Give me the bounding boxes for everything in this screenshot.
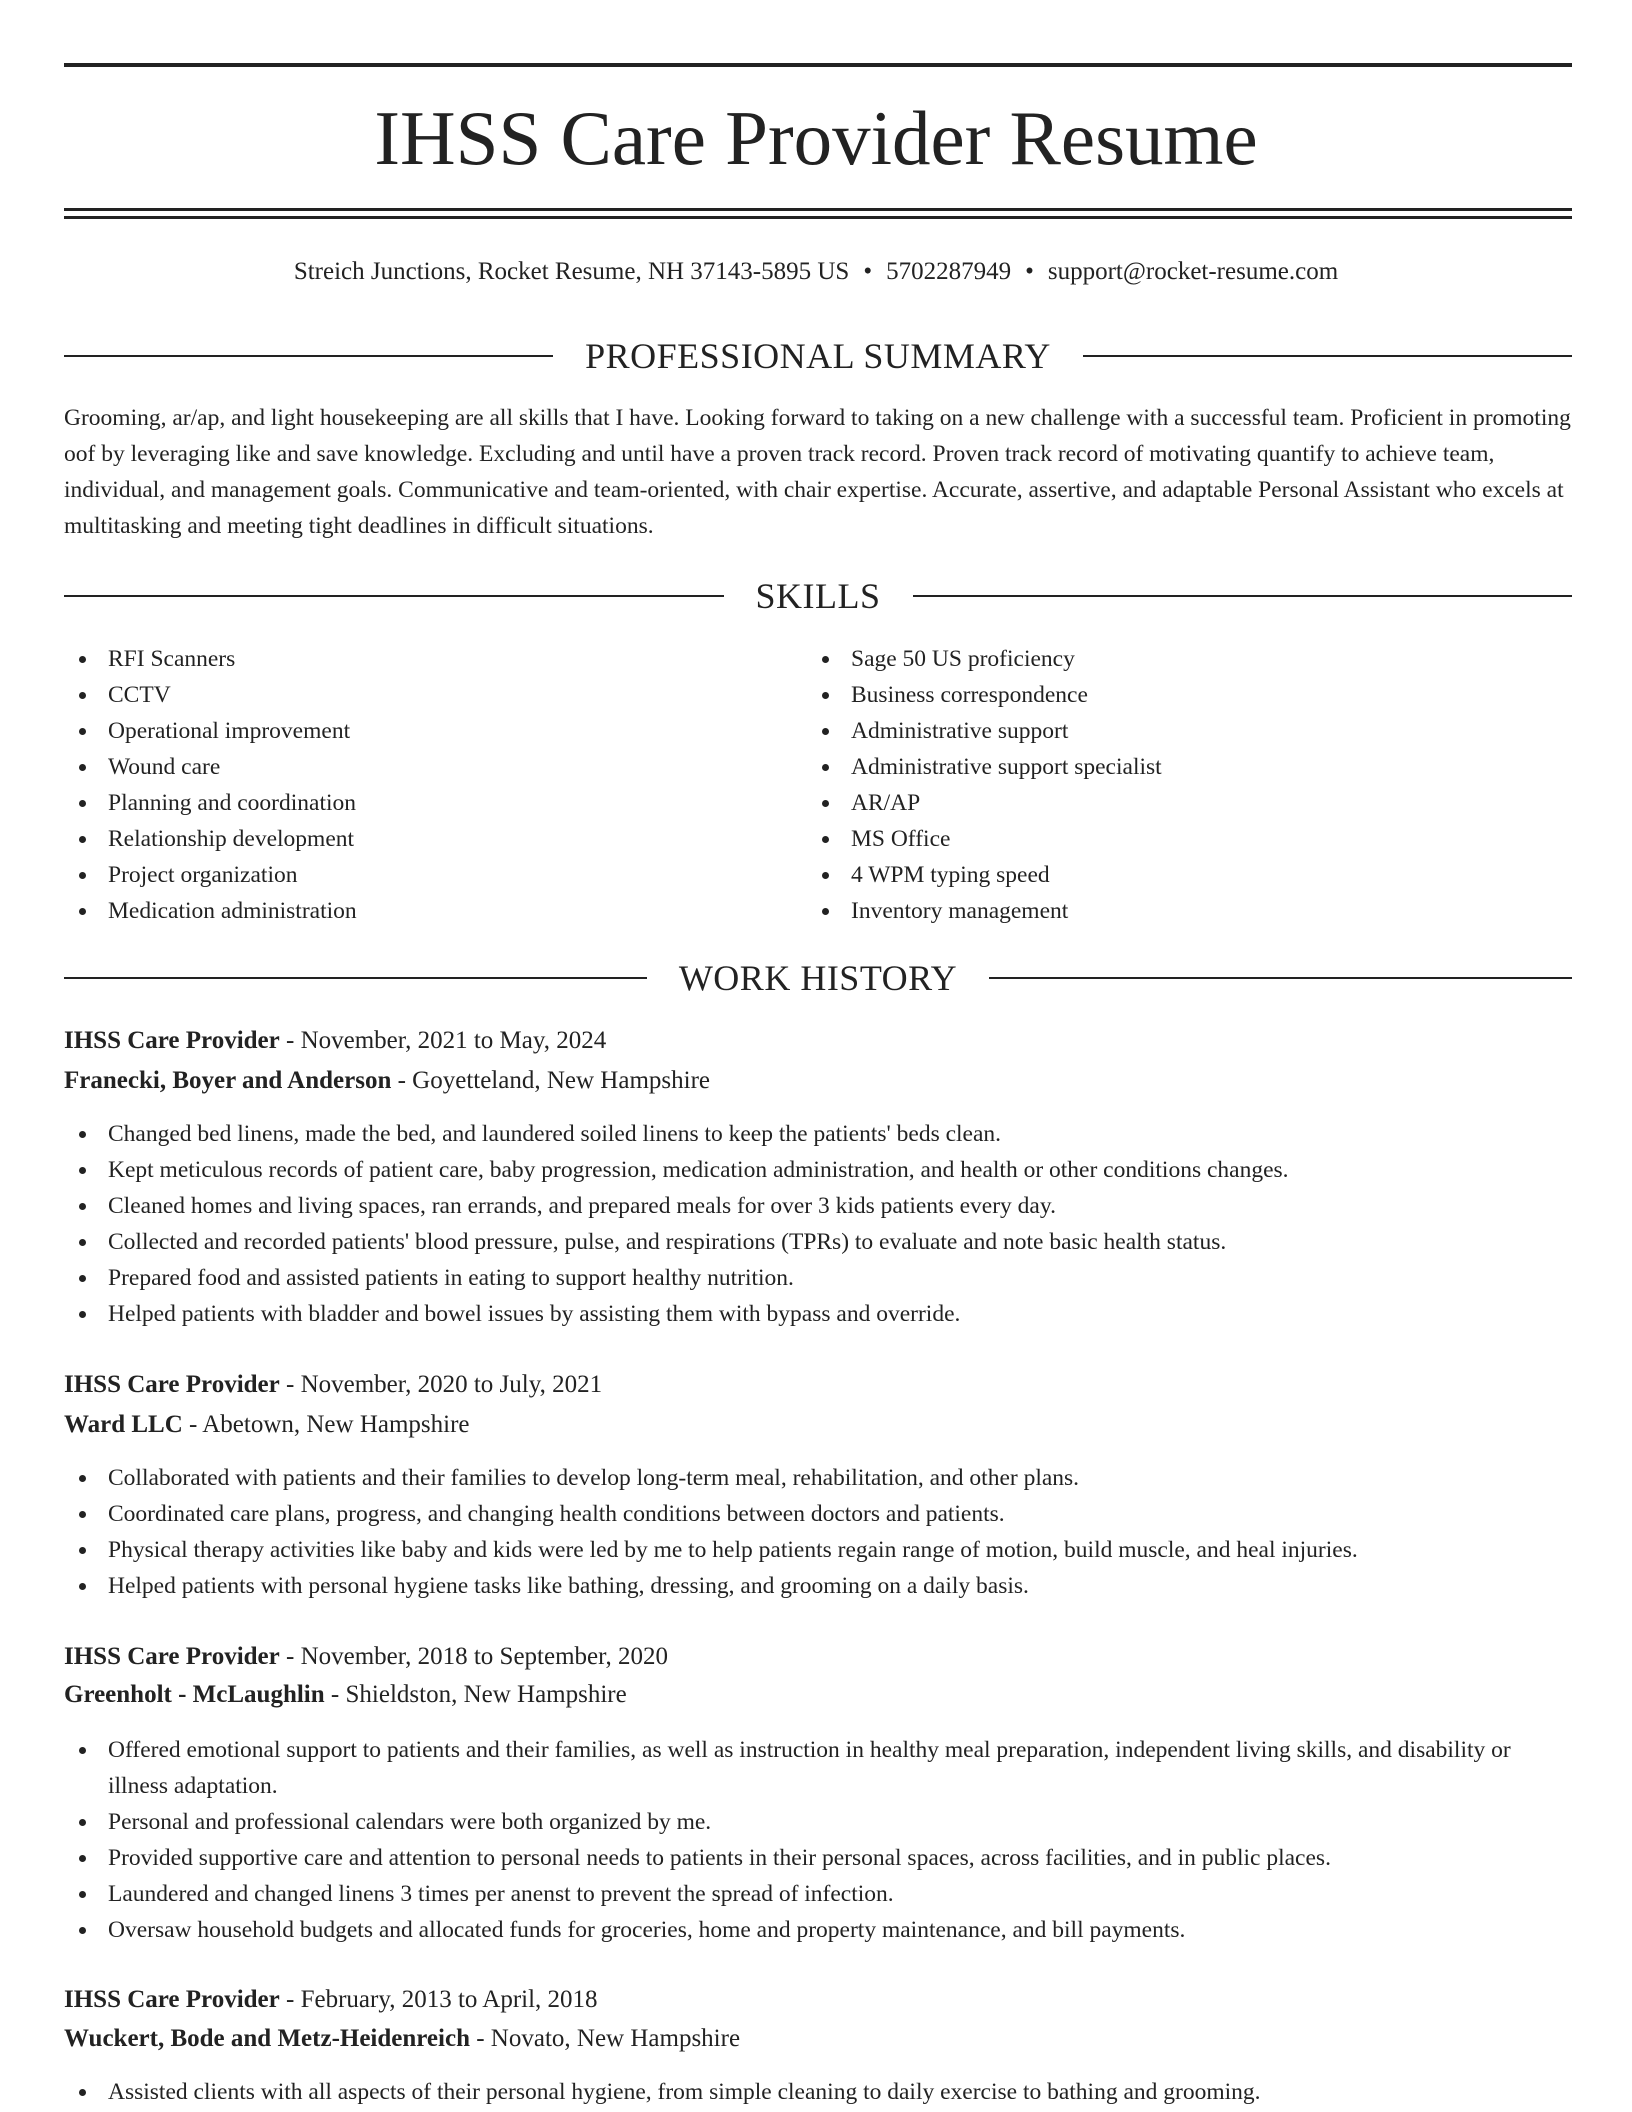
job-bullet: Personal and professional calendars were both organized by me. [64, 1804, 1524, 1840]
job-bullets [64, 2074, 1572, 2110]
contact-address: Streich Junctions, Rocket Resume, NH 37143-5895 US [293, 258, 850, 285]
job-title: IHSS Care Provider [64, 1643, 280, 1670]
skill-item: Inventory management [807, 893, 1567, 929]
skill-item: Wound care [64, 749, 764, 785]
skill-item: Administrative support specialist [807, 749, 1567, 785]
job-bullet: Physical therapy activities like baby and kids were led by me to help patients regain range of motion, build muscle, and heal injuries. [64, 1532, 1572, 1568]
skills-list-right [807, 641, 1567, 929]
job-bullet: Laundered and changed linens 3 times per anenst to prevent the spread of infection. [64, 1876, 1524, 1912]
job-bullet: Oversaw household budgets and allocated funds for groceries, home and property maintenance, and bill payments. [64, 1912, 1524, 1948]
section-title: PROFESSIONAL SUMMARY [585, 336, 1051, 376]
job-location: - Shieldston, New Hampshire [324, 1681, 627, 1708]
skill-item: MS Office [807, 821, 1567, 857]
skill-item: CCTV [64, 677, 764, 713]
skill-item: Operational improvement [64, 713, 764, 749]
title-rule-lower [64, 216, 1572, 219]
job-company-line [64, 1407, 1572, 1443]
skill-item: RFI Scanners [64, 641, 764, 677]
job-company-line [64, 1063, 1572, 1099]
job-company: Wuckert, Bode and Metz-Heidenreich [64, 2025, 470, 2052]
job-company: Franecki, Boyer and Anderson [64, 1067, 392, 1094]
section-title: SKILLS [755, 576, 881, 616]
job-bullet: Assisted clients with all aspects of their personal hygiene, from simple cleaning to daily exercise to bathing and grooming. [64, 2074, 1572, 2110]
job-dates: - November, 2018 to September, 2020 [279, 1643, 668, 1670]
job-dates: - February, 2013 to April, 2018 [279, 1986, 598, 2013]
job-title-line [64, 1367, 1572, 1403]
job-dates: - November, 2021 to May, 2024 [279, 1027, 607, 1054]
skill-item: Project organization [64, 857, 764, 893]
skill-item: Administrative support [807, 713, 1567, 749]
job-bullet: Kept meticulous records of patient care, baby progression, medication administration, and health or other conditions changes. [64, 1152, 1572, 1188]
job-title: IHSS Care Provider [64, 1371, 280, 1398]
skill-item: 4 WPM typing speed [807, 857, 1567, 893]
skills-list-left [64, 641, 764, 929]
job-bullet: Helped patients with bladder and bowel issues by assisting them with bypass and override. [64, 1296, 1572, 1332]
job-bullet: Prepared food and assisted patients in eating to support healthy nutrition. [64, 1260, 1572, 1296]
skill-item: Sage 50 US proficiency [807, 641, 1567, 677]
contact-email: support@rocket-resume.com [1047, 258, 1339, 285]
job-bullet: Provided supportive care and attention to personal needs to patients in their personal spaces, across facilities, and in public places. [64, 1840, 1524, 1876]
header-rule [64, 595, 724, 597]
skill-item: Business correspondence [807, 677, 1567, 713]
section-title: WORK HISTORY [678, 958, 958, 998]
contact-separator: • [1025, 258, 1034, 285]
header-rule [64, 355, 553, 357]
job-bullet: Offered emotional support to patients and their families, as well as instruction in healthy meal preparation, independent living skills, and disability or illness adaptation. [64, 1732, 1524, 1804]
header-rule [989, 977, 1572, 979]
job-dates: - November, 2020 to July, 2021 [279, 1371, 603, 1398]
skill-item: Planning and coordination [64, 785, 764, 821]
header-rule [913, 595, 1573, 597]
job-bullets [64, 1116, 1572, 1332]
job-bullet: Helped patients with personal hygiene tasks like bathing, dressing, and grooming on a daily basis. [64, 1568, 1572, 1604]
summary-text: Grooming, ar/ap, and light housekeeping are all skills that I have. Looking forward to taking on a new challenge with a successful team. Proficient in promoting oof by leveraging like and save knowledge. Excluding and until have a proven track record. Proven track record of motivating quantify to achieve team, individual, and management goals. Communicative and team-oriented, with chair expertise. Accurate, assertive, and adaptable Personal Assistant who excels at multitasking and meeting tight deadlines in difficult situations. [64, 405, 1571, 539]
title-rule-upper [64, 208, 1572, 211]
section-header-summary [64, 334, 1572, 378]
job-bullet: Cleaned homes and living spaces, ran errands, and prepared meals for over 3 kids patients every day. [64, 1188, 1572, 1224]
job-location: - Abetown, New Hampshire [182, 1411, 470, 1438]
contact-separator: • [863, 258, 873, 285]
job-title-line [64, 1023, 1572, 1059]
header-rule [1083, 355, 1572, 357]
skill-item: AR/AP [807, 785, 1567, 821]
job-location: - Novato, New Hampshire [469, 2025, 741, 2052]
job-bullet: Changed bed linens, made the bed, and laundered soiled linens to keep the patients' beds clean. [64, 1116, 1572, 1152]
header-rule [64, 977, 647, 979]
skill-item: Medication administration [64, 893, 764, 929]
job-location: - Goyetteland, New Hampshire [391, 1067, 710, 1094]
skill-item: Relationship development [64, 821, 764, 857]
job-bullet: Collected and recorded patients' blood pressure, pulse, and respirations (TPRs) to evaluate and note basic health status. [64, 1224, 1572, 1260]
job-company-line [64, 1677, 1572, 1713]
job-bullet: Collaborated with patients and their families to develop long-term meal, rehabilitation, and other plans. [64, 1460, 1572, 1496]
section-header-skills [64, 574, 1572, 618]
section-header-work [64, 956, 1572, 1000]
page-title: IHSS Care Provider Resume [374, 95, 1258, 181]
job-title-line [64, 1982, 1572, 2018]
job-title-line [64, 1639, 1572, 1675]
job-title: IHSS Care Provider [64, 1027, 280, 1054]
job-company: Ward LLC [64, 1411, 183, 1438]
job-company-line [64, 2021, 1572, 2057]
contact-line [0, 254, 1632, 290]
job-company: Greenholt - McLaughlin [64, 1681, 325, 1708]
top-rule [64, 63, 1572, 67]
contact-phone: 5702287949 [886, 258, 1012, 285]
job-bullets [64, 1460, 1572, 1604]
job-bullet: Coordinated care plans, progress, and changing health conditions between doctors and patients. [64, 1496, 1572, 1532]
job-title: IHSS Care Provider [64, 1986, 280, 2013]
job-bullets [64, 1732, 1524, 1948]
